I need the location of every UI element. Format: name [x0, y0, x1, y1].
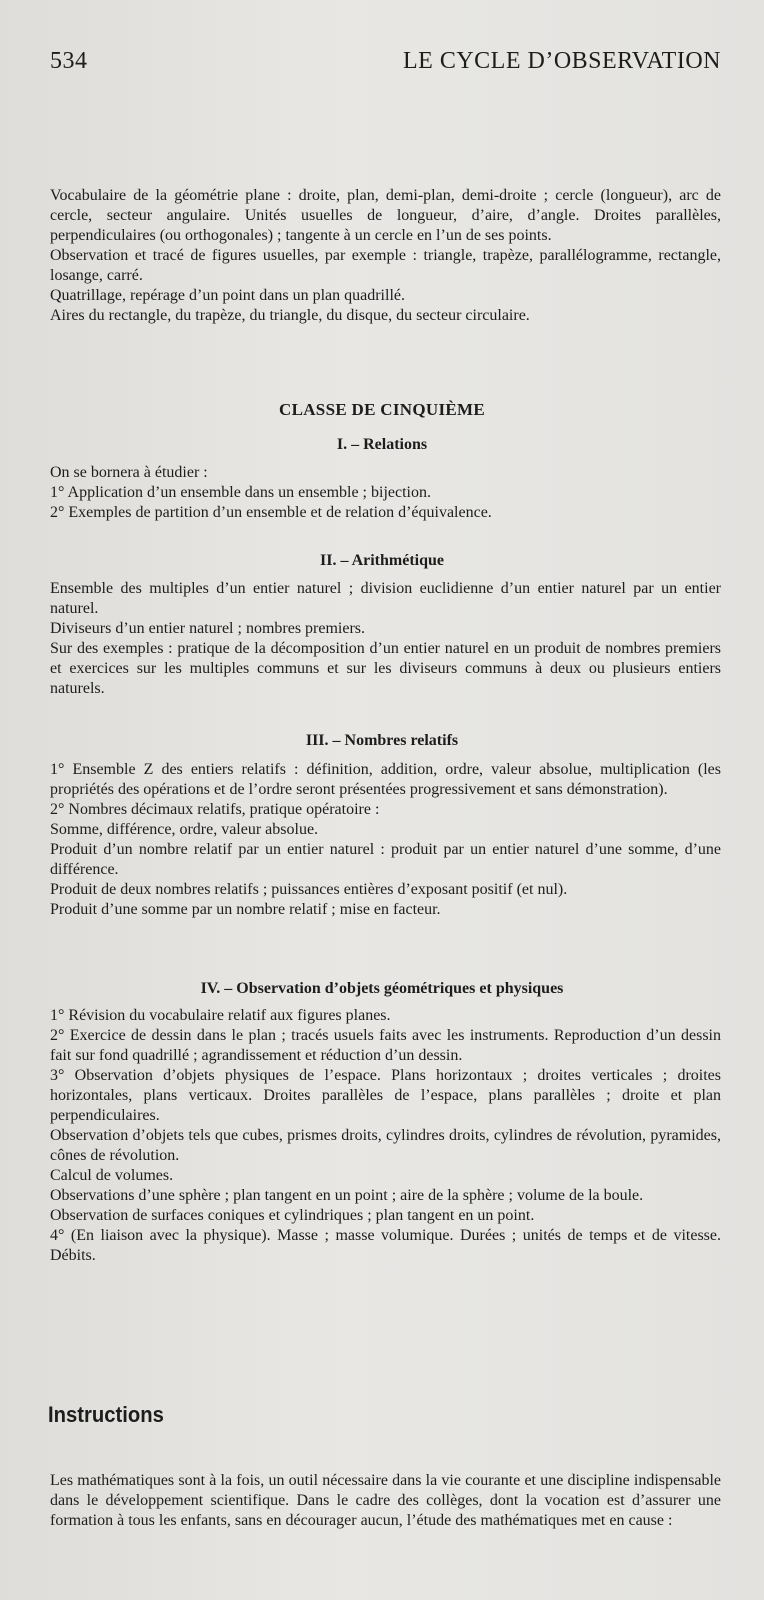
paragraph: Produit d’un nombre relatif par un entier naturel : produit par un entier naturel d’une somme, d’une différence. — [50, 841, 721, 878]
paragraph: Produit de deux nombres relatifs ; puissances entières d’exposant positif (et nul). — [50, 881, 568, 898]
section-title-relations: I. – Relations — [336, 436, 428, 453]
paragraph: Calcul de volumes. — [50, 1167, 174, 1184]
paragraph: Aires du rectangle, du trapèze, du triangle, du disque, du secteur circulaire. — [50, 307, 530, 324]
paragraph: Observation et tracé de figures usuelles, par exemple : triangle, trapèze, parallélogramme, rectangle, losange, carré. — [50, 247, 721, 284]
paragraph: Ensemble des multiples d’un entier naturel ; division euclidienne d’un entier naturel par un entier naturel. — [50, 580, 721, 617]
section-title-nombres-relatifs: III. – Nombres relatifs — [305, 732, 459, 749]
paragraph: Vocabulaire de la géométrie plane : droite, plan, demi-plan, demi-droite ; cercle (longueur), arc de cercle, secteur angulaire. Unités usuelles de longueur, d’aire, d’angle. Droites parallèles, perpendiculaires (ou orthogonales) ; tangente à un cercle en l’un de ses points. — [50, 187, 721, 244]
class-title: CLASSE DE CINQUIÈME — [279, 400, 485, 419]
page-number: 534 — [50, 48, 88, 74]
paragraph: Les mathématiques sont à la fois, un outil nécessaire dans la vie courante et une discipline indispensable dans le développement scientifique. Dans le cadre des collèges, dont la vocation est d’assurer une formation à tous les enfants, sans en décourager aucun, l’étude des mathématiques met en cause : — [50, 1472, 721, 1529]
paragraph: 1° Application d’un ensemble dans un ensemble ; bijection. — [50, 484, 431, 501]
paragraph: Diviseurs d’un entier naturel ; nombres premiers. — [50, 620, 366, 637]
paragraph: Observation de surfaces coniques et cylindriques ; plan tangent en un point. — [50, 1207, 535, 1224]
paragraph: 3° Observation d’objets physiques de l’espace. Plans horizontaux ; droites verticales ; droites horizontales, plans verticaux. Droites parallèles de l’espace, plans parallèles ; droite et plan perpendiculaires. — [50, 1067, 721, 1124]
paragraph: 2° Exemples de partition d’un ensemble et de relation d’équivalence. — [50, 504, 492, 521]
instructions-heading: Instructions — [48, 1402, 164, 1427]
instructions-body — [50, 1471, 721, 1531]
paragraph: Somme, différence, ordre, valeur absolue. — [50, 821, 319, 838]
section-observation — [50, 1006, 721, 1266]
paragraph: Sur des exemples : pratique de la décomposition d’un entier naturel en un produit de nombres premiers et exercices sur les multiples communs et sur les diviseurs communs à deux ou plusieurs entiers naturels. — [50, 640, 721, 697]
intro-paragraphs — [50, 186, 721, 326]
section-title-arithmetique: II. – Arithmétique — [320, 552, 444, 569]
page-header — [50, 48, 721, 75]
section-relations — [50, 463, 721, 523]
paragraph: 4° (En liaison avec la physique). Masse ; masse volumique. Durées ; unités de temps et de vitesse. Débits. — [50, 1227, 721, 1264]
section-title-observation: IV. – Observation d’objets géométriques et physiques — [200, 980, 564, 997]
paragraph: Quatrillage, repérage d’un point dans un plan quadrillé. — [50, 287, 405, 304]
section-nombres-relatifs — [50, 760, 721, 920]
paragraph: On se bornera à étudier : — [50, 464, 208, 481]
paragraph: 1° Révision du vocabulaire relatif aux figures planes. — [50, 1007, 391, 1024]
paragraph: 1° Ensemble Z des entiers relatifs : définition, addition, ordre, valeur absolue, multiplication (les propriétés des opérations et de l’ordre seront présentées progressivement et sans démonstration). — [50, 761, 721, 798]
section-arithmetique — [50, 579, 721, 699]
running-title: LE CYCLE D’OBSERVATION — [403, 48, 721, 74]
paragraph: 2° Nombres décimaux relatifs, pratique opératoire : — [50, 801, 380, 818]
paragraph: Observations d’une sphère ; plan tangent en un point ; aire de la sphère ; volume de la boule. — [50, 1187, 644, 1204]
paragraph: Produit d’une somme par un nombre relatif ; mise en facteur. — [50, 901, 441, 918]
paragraph: 2° Exercice de dessin dans le plan ; tracés usuels faits avec les instruments. Reproduction d’un dessin fait sur fond quadrillé ; agrandissement et réduction d’un dessin. — [50, 1027, 721, 1064]
paragraph: Observation d’objets tels que cubes, prismes droits, cylindres droits, cylindres de révolution, pyramides, cônes de révolution. — [50, 1127, 721, 1164]
